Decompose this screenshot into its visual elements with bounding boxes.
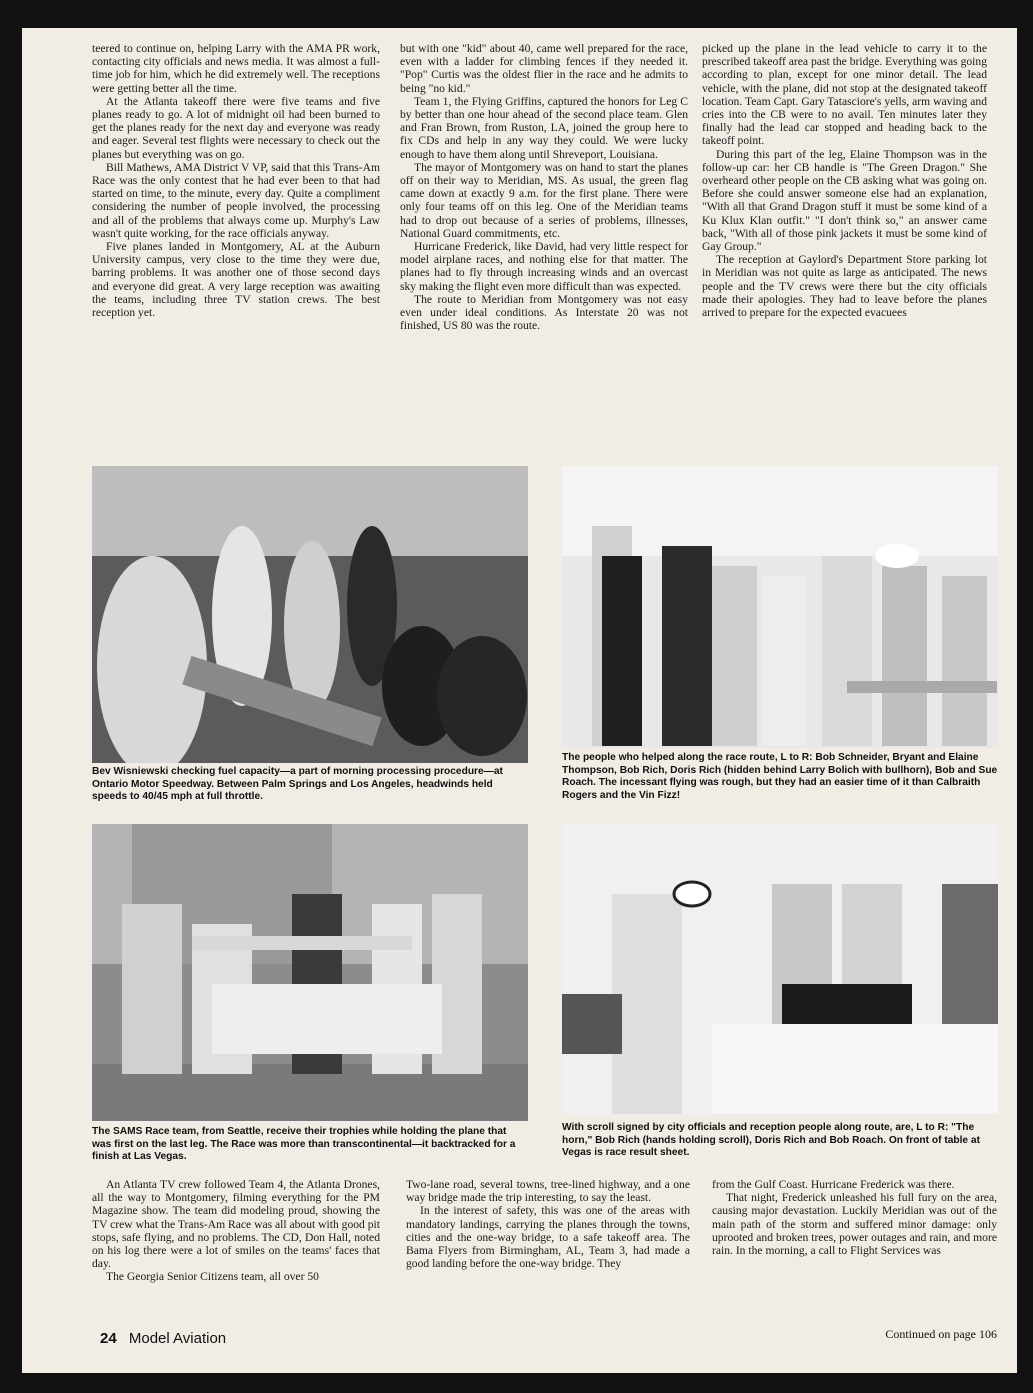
paragraph: During this part of the leg, Elaine Thompson was in the follow-up car: her CB handle is "The Green Dragon." She overheard other people on the CB asking what was going on. Before she could answer someone else had an explanation, "With all that Grand Dragon stuff it must be some kind of a Ku Klux Klan outfit." "I don't think so," an answer came back, "With all of those pink jackets it must be some kind of Gay Group.": [702, 147, 987, 254]
paragraph: picked up the plane in the lead vehicle to carry it to the prescribed takeoff area past the bridge. Everything was going according to plan, except for one minor detail. The lead vehicle, with the plane, did not stop at the designated takeoff location. Team Capt. Gary Tatasciore's yells, arm waving and cries into the CB were to no avail. Ten minutes later they finally had the lead car stopped and heading back to the takeoff point.: [702, 42, 987, 148]
paragraph: teered to continue on, helping Larry with the AMA PR work, contacting city officials and news media. It was almost a full-time job for him, which he did extremely well. The receptions were getting better all the time.: [92, 42, 380, 95]
photo-sams-team: [92, 824, 528, 1121]
photo-race-route-helpers-image: [562, 466, 998, 748]
paragraph: The mayor of Montgomery was on hand to start the planes off on their way to Meridian, MS. As usual, the green flag came down at exactly 9 a.m. for the first plane. There were only four teams off on this leg. One of the Meridian teams had to drop out because of a series of problems, illnesses, National Guard commitments, etc.: [400, 160, 688, 240]
paragraph: from the Gulf Coast. Hurricane Frederick was there.: [712, 1178, 955, 1191]
paragraph: Five planes landed in Montgomery, AL at the Auburn University campus, very close to the time they were due, barring problems. It was another one of those second days and everyone did great. A very large reception was awaiting the teams, including three TV station crews. The best reception yet.: [92, 240, 380, 320]
paragraph: but with one "kid" about 40, came well prepared for the race, even with a ladder for climbing fences if they needed it. "Pop" Curtis was the oldest flier in the race and he admits to being "no kid.": [400, 42, 688, 95]
caption-photo-3: The SAMS Race team, from Seattle, receive their trophies while holding the plane that was first on the last leg. The Race was more than transcontinental—it backtracked for a finish at Las Vegas.: [92, 1126, 516, 1163]
paragraph: An Atlanta TV crew followed Team 4, the Atlanta Drones, all the way to Montgomery, filming everything for the PM Magazine show. The team did modeling proud, showing the TV crew what the Trans-Am Race was all about with good pit stops, safe flying, and no problems. The CD, Don Hall, noted on his log there were a lot of smiles on the teams' faces that day.: [92, 1178, 380, 1271]
photo-fuel-check-image: [92, 466, 528, 763]
photo-sams-team-image: [92, 824, 528, 1121]
caption-photo-4: With scroll signed by city officials and reception people along route, are, L to R: "The horn," Bob Rich (hands holding scroll), Doris Rich and Bob Roach. On front of table at Vegas is race result sheet.: [562, 1122, 980, 1159]
paragraph: The Georgia Senior Citizens team, all over 50: [106, 1270, 319, 1284]
scan-border-bottom: [0, 1373, 1033, 1393]
paragraph: Two-lane road, several towns, tree-lined highway, and a one way bridge made the trip interesting, to say the least.: [406, 1178, 690, 1205]
top-column-2: [400, 42, 688, 332]
caption-photo-2: The people who helped along the race route, L to R: Bob Schneider, Bryant and Elaine Thompson, Bob Rich, Doris Rich (hidden behind Larry Bolich with bullhorn), Bob and Sue Roach. The incessant flying was rough, but they had an easier time of it than Calbraith Rogers and the Vin Fizz!: [562, 752, 998, 801]
scan-border-left: [0, 0, 22, 1393]
photo-vegas-scroll: [562, 824, 998, 1114]
caption-photo-1: Bev Wisniewski checking fuel capacity—a part of morning processing procedure—at Ontario Motor Speedway. Between Palm Springs and Los Angeles, headwinds held speeds to 40/45 mph at full throttle.: [92, 766, 503, 803]
photo-vegas-scroll-image: [562, 824, 998, 1114]
bottom-column-1: [92, 1178, 380, 1284]
page-number: 24: [100, 1330, 117, 1347]
top-column-3: [702, 42, 987, 319]
paragraph: Bill Mathews, AMA District V VP, said that this Trans-Am Race was the only contest that he had ever been to that had started on time, to the minute, every day. Quite a compliment considering the number of people involved, the processing and all of the problems that always come up. Murphy's Law wasn't quite working, for the race officials anyway.: [92, 160, 380, 240]
bottom-column-2: [406, 1178, 690, 1270]
page-folio: [100, 1330, 226, 1347]
bottom-column-3: [712, 1178, 997, 1257]
top-column-1: [92, 42, 380, 319]
continued-note: Continued on page 106: [885, 1327, 997, 1341]
paragraph: At the Atlanta takeoff there were five teams and five planes ready to go. A lot of midnight oil had been burned to get the planes ready for the next day and everyone was ready and eager. Several test flights were necessary to check out the planes but everything was on go.: [92, 94, 380, 161]
photo-race-route-helpers: [562, 466, 998, 748]
paragraph: That night, Frederick unleashed his full fury on the area, causing major devastation. Luckily Meridian was out of the main path of the storm and suffered minor damage: only uprooted and broken trees, power outages and rain, and more rain. In the morning, a call to Flight Services was: [712, 1191, 997, 1258]
paragraph: Team 1, the Flying Griffins, captured the honors for Leg C by better than one hour ahead of the second place team. Glen and Fran Brown, from Ruston, LA, joined the group here to fix CDs and help in any way they could. We were lucky enough to have them along until Shreveport, Louisiana.: [400, 94, 688, 161]
paragraph: Hurricane Frederick, like David, had very little respect for model airplane races, and nothing else for that matter. The planes had to fly through increasing winds and an overcast sky making the flight even more difficult than was expected.: [400, 240, 688, 293]
paragraph: In the interest of safety, this was one of the areas with mandatory landings, carrying the planes through the towns, cities and the one-way bridge, to a safe takeoff area. The Bama Flyers from Birmingham, AL, Team 3, had made a good landing before the one-way bridge. They: [406, 1204, 690, 1271]
publication-name: Model Aviation: [128, 1330, 227, 1347]
paragraph: The reception at Gaylord's Department Store parking lot in Meridian was not quite as large as anticipated. The news people and the TV crews were there but the city officials made their apologies. They had to leave before the planes arrived to prepare for the expected evacuees: [702, 253, 987, 320]
paragraph: The route to Meridian from Montgomery was not easy even under ideal conditions. As Interstate 20 was not finished, US 80 was the route.: [400, 292, 688, 333]
photo-fuel-check: [92, 466, 528, 763]
magazine-page: [22, 28, 1017, 1373]
